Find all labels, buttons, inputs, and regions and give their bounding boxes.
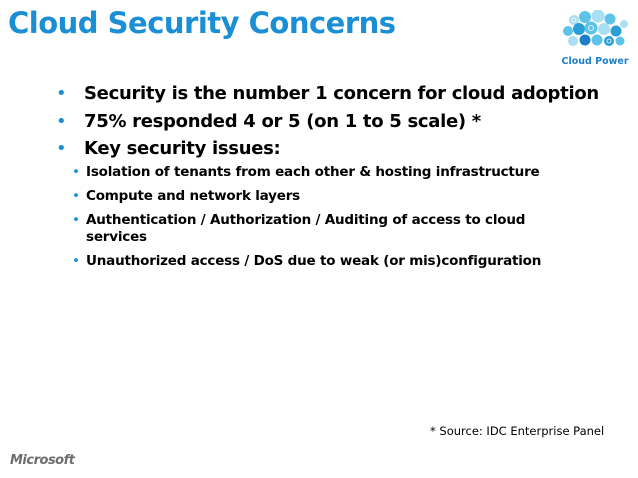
- bullet-dot-icon: •: [56, 138, 67, 159]
- bullet-text: Key security issues:: [84, 138, 281, 159]
- bullet-item: [56, 80, 626, 108]
- sub-bullet-list: [56, 164, 626, 270]
- bullet-dot-icon: •: [56, 83, 67, 104]
- bullet-dot-icon: •: [72, 252, 80, 269]
- cloud-power-logo-text: Cloud Power: [561, 56, 629, 67]
- sub-bullet-text: Authentication / Authorization / Auditing of access to cloud services: [86, 211, 526, 245]
- sub-bullet-text: Compute and network layers: [86, 187, 300, 204]
- source-footnote: * Source: IDC Enterprise Panel: [430, 424, 605, 438]
- cloud-power-logo: [560, 10, 630, 72]
- sub-bullet-text: Isolation of tenants from each other & hosting infrastructure: [86, 163, 540, 180]
- sub-bullet-item: [56, 188, 626, 205]
- sub-bullet-item: [56, 212, 626, 246]
- bullet-dot-icon: •: [72, 187, 80, 204]
- bullet-dot-icon: •: [72, 163, 80, 180]
- bullet-dot-icon: •: [56, 110, 67, 132]
- bullet-text: Security is the number 1 concern for cloud adoption: [84, 83, 599, 104]
- cloud-power-logo-graphic: [560, 10, 630, 56]
- bullet-dot-icon: •: [72, 211, 80, 228]
- microsoft-logo: Microsoft: [10, 453, 75, 468]
- sub-bullet-item: [56, 253, 626, 270]
- bullet-item: [56, 135, 626, 163]
- sub-bullet-text: Unauthorized access / DoS due to weak (or mis)configuration: [86, 252, 542, 269]
- bullet-text: 75% responded 4 or 5 (on 1 to 5 scale) *: [84, 110, 481, 132]
- bullet-item: [56, 108, 626, 136]
- slide-body: [56, 80, 626, 277]
- sub-bullet-item: [56, 164, 626, 181]
- main-bullet-list: [56, 80, 626, 163]
- slide-title: Cloud Security Concerns: [8, 6, 396, 40]
